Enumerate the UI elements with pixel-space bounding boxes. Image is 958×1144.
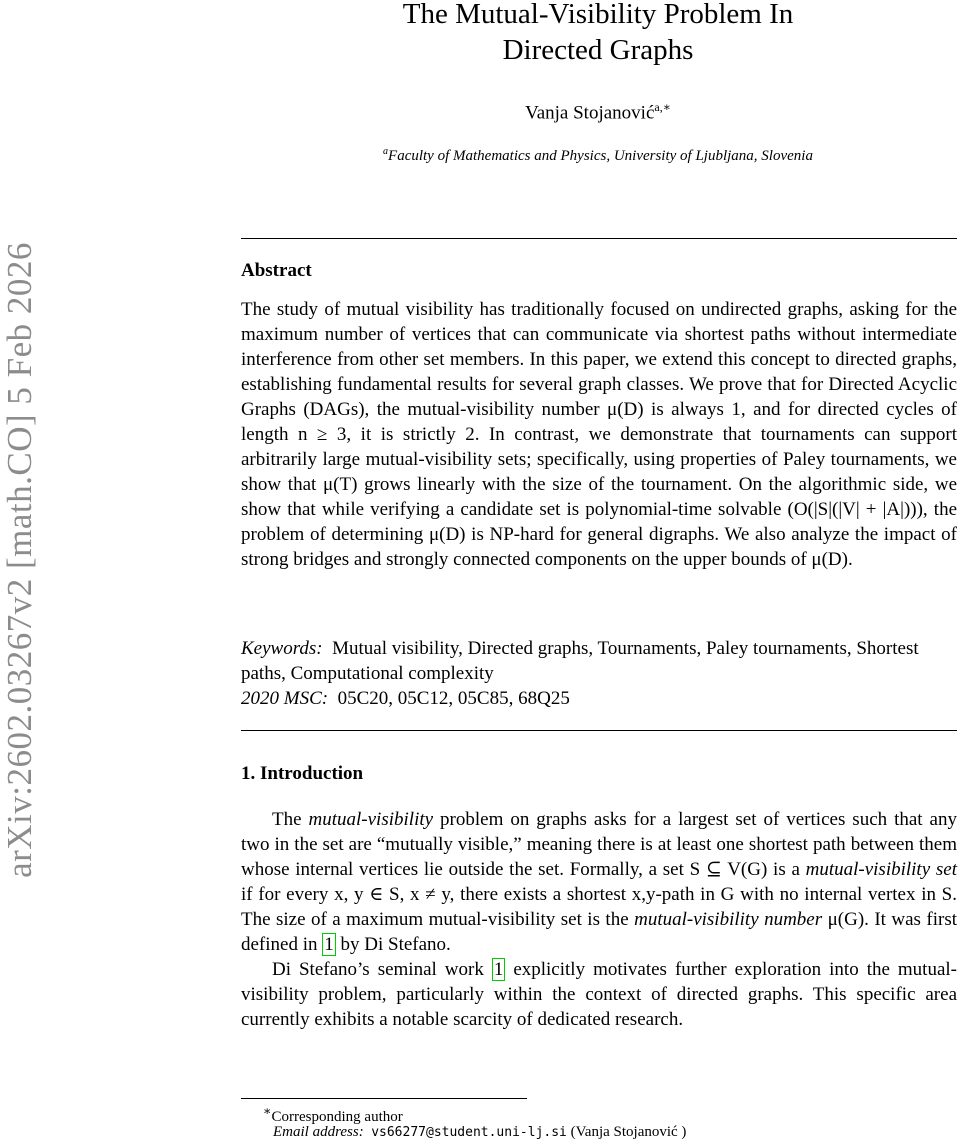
title-line-2: Directed Graphs [502,34,694,66]
affiliation-line [240,146,956,165]
author-name: Vanja Stojanović [525,102,655,124]
author-line [298,100,898,124]
affiliation-mark: a [383,146,389,157]
keywords-label: Keywords: [241,638,323,659]
footnote-divider [241,1098,527,1099]
intro-p1-term-a: mutual-visibility [308,809,434,830]
email-owner: (Vanja Stojanović ) [570,1124,687,1140]
title-line-1: The Mutual-Visibility Problem In [402,0,794,30]
email-label: Email address: [273,1124,364,1140]
abstract-body: The study of mutual visibility has traditionally focused on undirected graphs, asking for the maximum number of vertices that can communicate via shortest paths without intermediate interference from other set members. In this paper, we extend this concept to directed graphs, establishing fundamental results for several graph classes. We prove that for Directed Acyclic Graphs (DAGs), the mutual-visibility number μ(D) is always 1, and for directed cycles of length n ≥ 3, it is strictly 2. In contrast, we demonstrate that tournaments can support arbitrarily large mutual-visibility sets; specifically, using properties of Paley tournaments, we show that μ(T) grows linearly with the size of the tournament. On the algorithmic side, we show that while verifying a candidate set is polynomial-time solvable (O(|S|(|V| + |A|))), the problem of determining μ(D) is NP-hard for general digraphs. We also analyze the impact of strong bridges and strongly connected components on the upper bounds of μ(D). [241,299,957,570]
intro-p2-text-b: explicitly motivates further exploration into the mutual-visibility problem, particularly within the context of directed graphs. This specific area currently exhibits a notable scarcity of dedicated research. [241,959,957,1030]
footnote-corresponding-text: Corresponding author [271,1109,403,1125]
email-address[interactable]: vs66277@student.uni-lj.si [371,1125,567,1140]
top-divider [241,238,957,239]
intro-paragraph-1 [241,807,957,957]
intro-p1-text-a: The [272,809,309,830]
keywords-block [241,636,957,711]
intro-p1-text-e: by Di Stefano. [335,934,451,955]
intro-p1-text-d: μ(G). It was first defined in [241,909,958,955]
msc-codes: 05C20, 05C12, 05C85, 68Q25 [337,688,570,709]
msc-label: 2020 MSC: [241,688,329,709]
citation-link[interactable]: 1 [324,934,334,955]
affiliation-text: Faculty of Mathematics and Physics, University of Ljubljana, Slovenia [388,148,813,164]
keywords-text: Mutual visibility, Directed graphs, Tournaments, Paley tournaments, Shortest paths, Computational complexity [241,638,919,684]
msc-line [241,686,957,711]
introduction-body [241,807,957,1032]
intro-paragraph-2 [241,957,957,1032]
citation-link[interactable]: 1 [493,959,504,980]
intro-p1-text-c: if for every x, y ∈ S, x ≠ y, there exists a shortest x,y-path in G with no internal vertex in S. The size of a maximum mutual-visibility set is the [241,884,957,930]
paper-title [298,0,898,68]
intro-p1-term-c: mutual-visibility number [634,909,823,930]
section-heading: 1. Introduction [241,763,364,784]
intro-p1-term-b: mutual-visibility set [805,859,957,880]
footnote-mark: ∗ [263,1104,272,1118]
author-mark: a,∗ [654,100,671,114]
intro-p1-text-b: problem on graphs asks for a largest set of vertices such that any two in the set are “mutually visible,” meaning there is at least one shortest path between them whose internal vertices lie outside the set. Formally, a set S ⊆ V(G) is a [241,809,957,880]
bottom-divider [241,730,957,731]
footnote-email [273,1121,686,1144]
abstract-heading: Abstract [241,260,312,281]
intro-p2-text-a: Di Stefano’s seminal work [272,959,492,980]
keywords-line [241,636,957,686]
arxiv-identifier: arXiv:2602.03267v2 [math.CO] 5 Feb 2026 [0,242,39,878]
